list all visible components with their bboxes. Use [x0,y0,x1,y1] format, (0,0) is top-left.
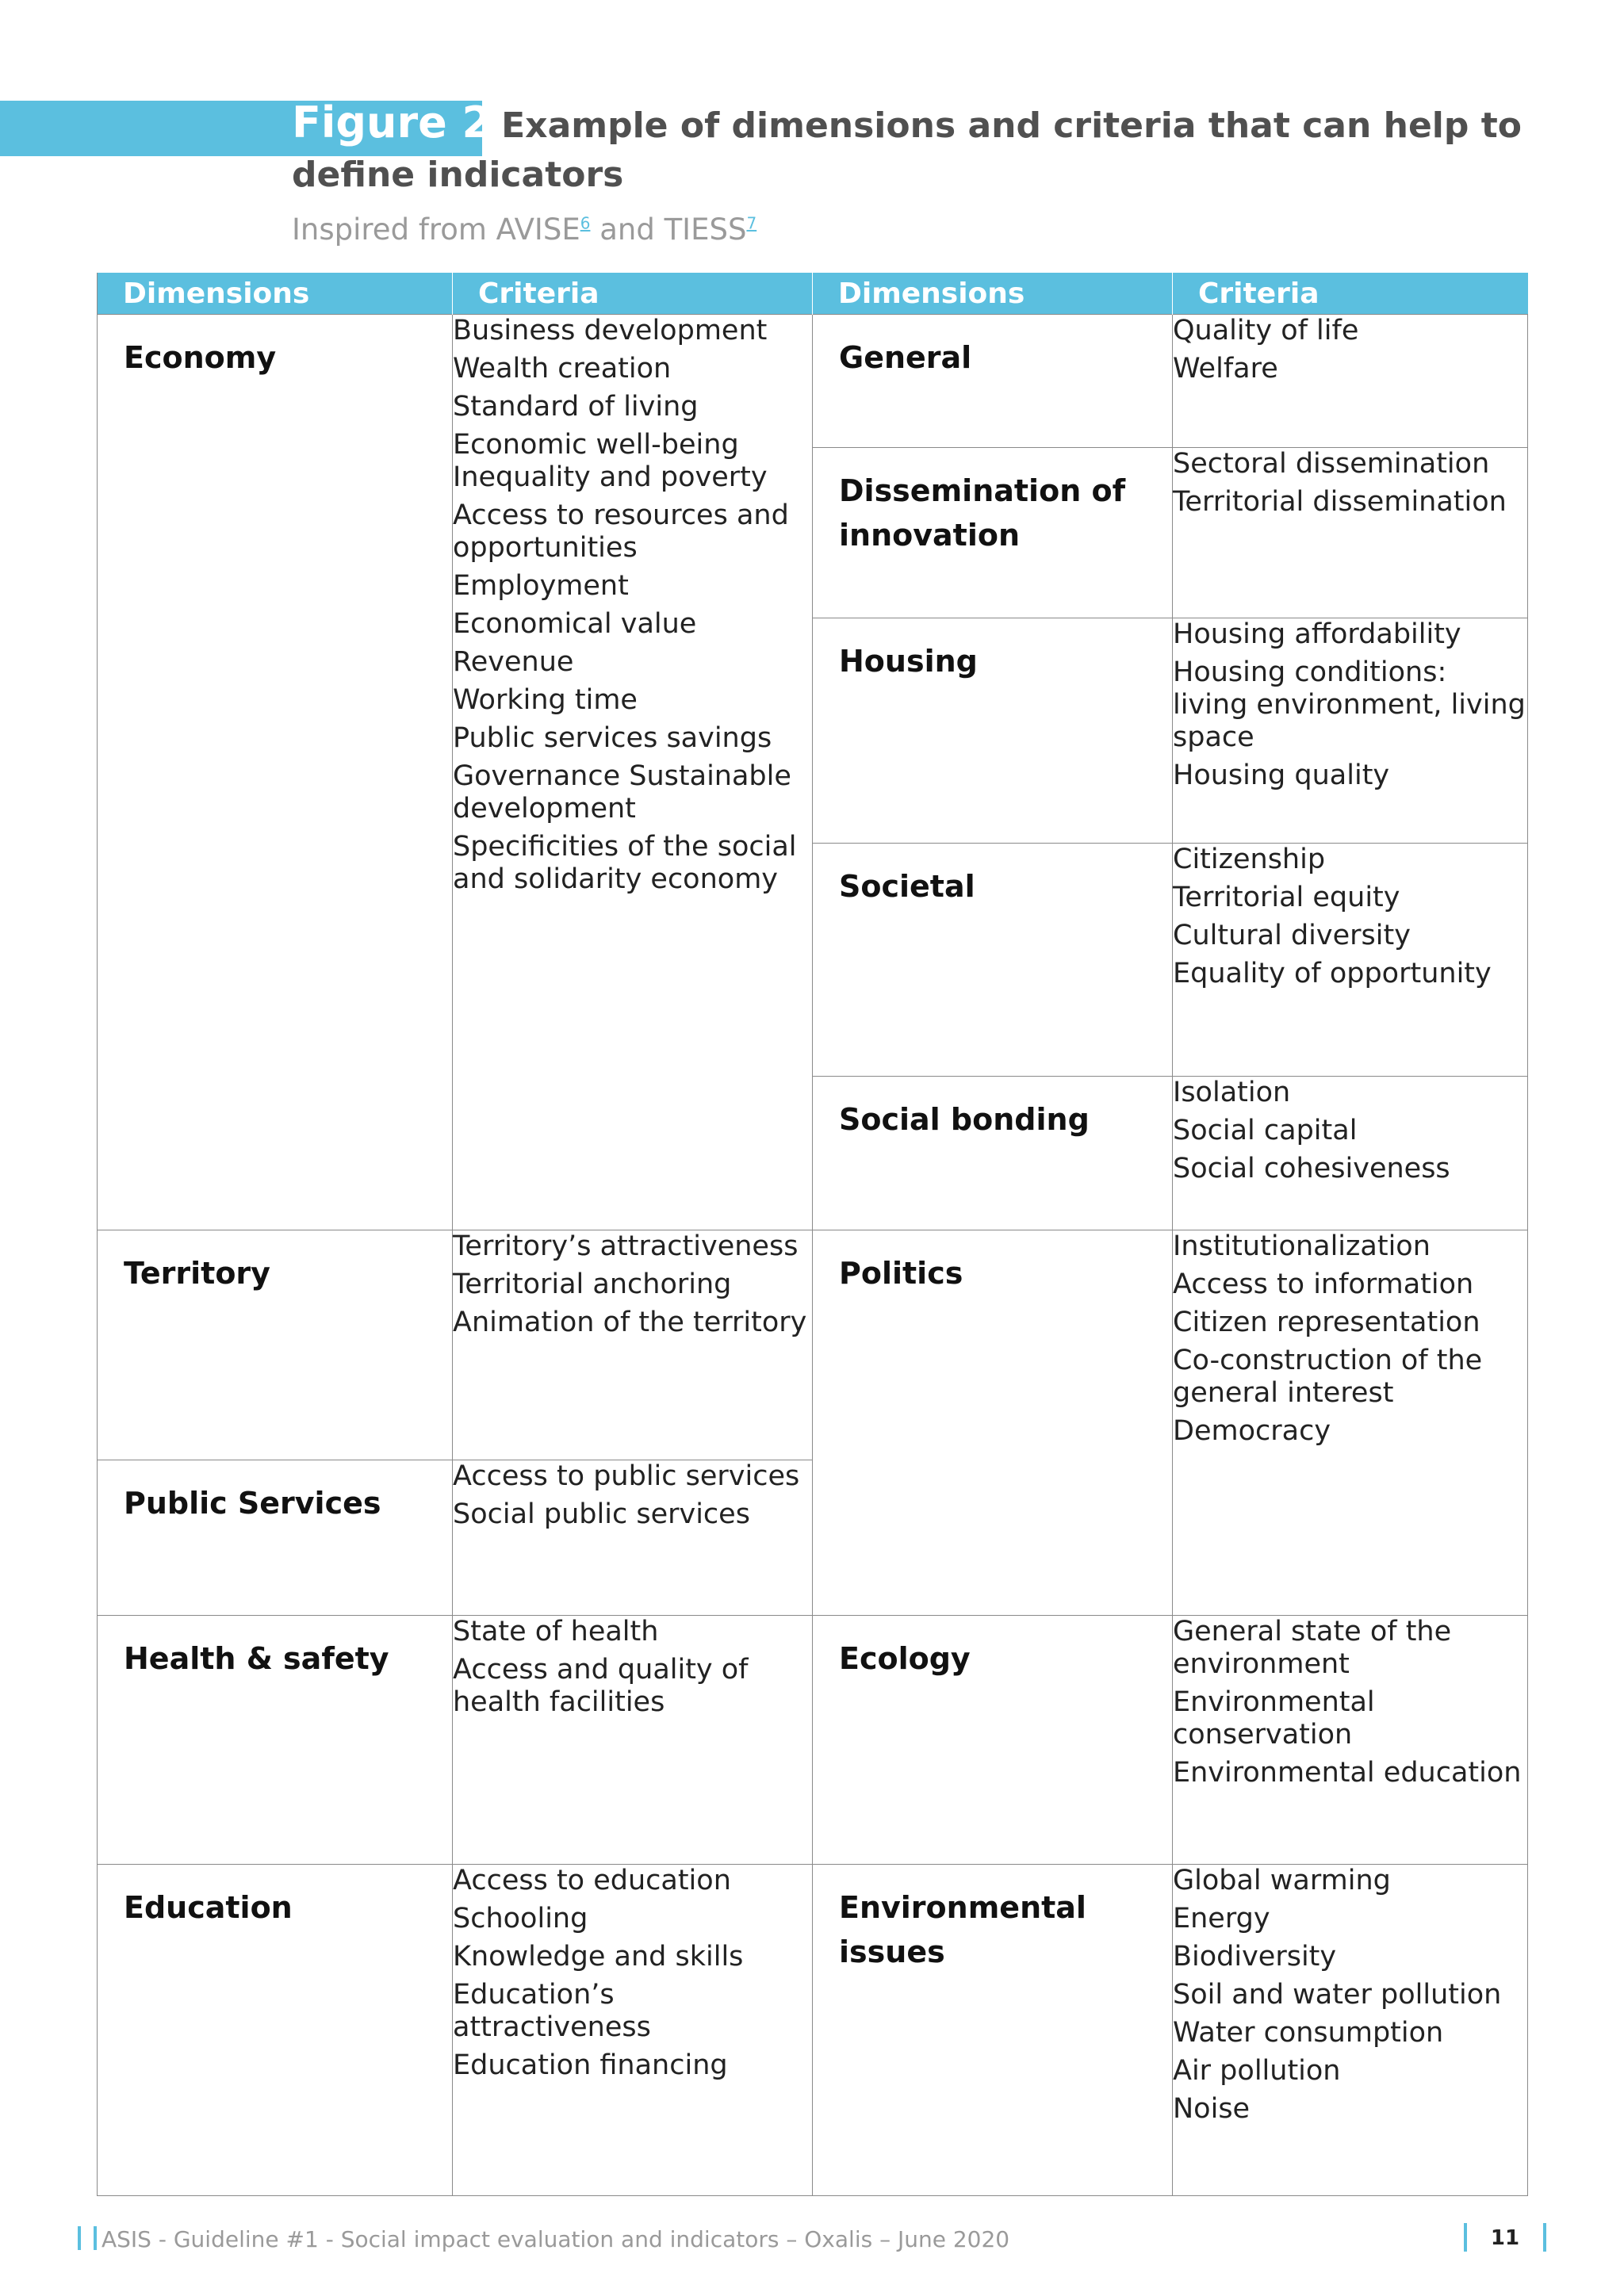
cell-criteria-public-services [453,1460,813,1616]
cell-criteria-politics [1173,1230,1528,1616]
header-criteria-left: Criteria [453,273,813,315]
cell-dimension [813,1865,1173,2196]
criterion: Energy [1173,1903,1270,1934]
dimension-social-bonding: Social bonding [839,1102,1090,1137]
criterion: Isolation [1173,1077,1291,1108]
figure-title [292,98,1561,200]
cell-dimension [813,844,1173,1077]
cell-criteria-territory [453,1230,813,1460]
dimension-education: Education [124,1890,293,1925]
cell-dimension [98,1460,453,1616]
criterion: Co-construction of the general interest [1173,1345,1483,1409]
dimension-dissemination: Dissemination of innovation [839,473,1126,553]
cell-dimension [98,1616,453,1865]
criterion: Education financing [453,2049,728,2081]
cell-criteria-health-safety [453,1616,813,1865]
criterion: Economic well-being Inequality and poverty [453,429,768,493]
criterion: Social cohesiveness [1173,1153,1450,1184]
dimension-general: General [839,340,972,375]
criterion: Welfare [1173,353,1278,385]
footer-text: ASIS - Guideline #1 - Social impact evaluation and indicators – Oxalis – June 2020 [102,2226,1010,2252]
header-dimensions-left: Dimensions [98,273,453,315]
criterion: General state of the environment [1173,1616,1452,1680]
dimension-health-safety: Health & safety [124,1641,389,1676]
cell-criteria-dissemination [1173,448,1528,618]
criterion: Housing conditions: living environment, living space [1173,656,1526,753]
page-number: 11 [1490,2226,1520,2250]
figure-subtitle [292,212,756,247]
criterion: Access and quality of health facilities [453,1654,749,1718]
cell-dimension [813,1230,1173,1616]
cell-dimension [813,315,1173,448]
criterion: Education’s attractiveness [453,1979,651,2043]
criterion: Access to resources and opportunities [453,499,789,564]
cell-dimension [98,1865,453,2196]
criterion: Schooling [453,1903,588,1934]
criterion: Air pollution [1173,2055,1341,2087]
criterion: Working time [453,684,638,716]
criterion: Economical value [453,608,697,640]
criterion: Quality of life [1173,315,1359,346]
criterion: Access to public services [453,1460,800,1492]
criterion: Social public services [453,1498,750,1530]
dimension-politics: Politics [839,1256,963,1291]
cell-criteria-general [1173,315,1528,448]
criterion: Democracy [1173,1415,1331,1447]
criterion: Territorial equity [1173,882,1400,913]
dimension-territory: Territory [124,1256,270,1291]
criterion: Biodiversity [1173,1941,1337,1973]
criterion: Sectoral dissemination [1173,448,1490,480]
cell-dimension [813,1077,1173,1230]
footer-divider-icon [78,2226,97,2250]
criterion: Governance Sustainable development [453,760,791,825]
page-number-box [1464,2223,1546,2252]
cell-criteria-societal [1173,844,1528,1077]
cell-criteria-economy [453,315,813,1230]
dimension-public-services: Public Services [124,1486,381,1521]
cell-criteria-housing [1173,618,1528,844]
criterion: Standard of living [453,391,699,423]
cell-criteria-ecology [1173,1616,1528,1865]
table-row [98,1616,1528,1865]
cell-dimension [813,1616,1173,1865]
criterion: Citizenship [1173,844,1326,875]
header-dimensions-right: Dimensions [813,273,1173,315]
subtitle-text-2: and TIESS [590,212,747,247]
table-row [98,315,1528,448]
criterion: Animation of the territory [453,1307,807,1338]
criterion: Environmental education [1173,1757,1522,1789]
criterion: Social capital [1173,1115,1358,1146]
criterion: Access to education [453,1865,731,1896]
cell-criteria-environmental-issues [1173,1865,1528,2196]
figure-title-text: Example of dimensions and criteria that can help to define indicators [292,105,1522,195]
criterion: Citizen representation [1173,1307,1480,1338]
criterion: Water consumption [1173,2017,1444,2049]
dimension-environmental-issues: Environmental issues [839,1890,1086,1969]
criterion: Territorial anchoring [453,1269,732,1300]
footnote-link-7[interactable]: 7 [746,213,757,233]
criterion: Knowledge and skills [453,1941,744,1973]
criterion: Wealth creation [453,353,672,385]
table-row [98,1865,1528,2196]
table-header-row [98,273,1528,315]
criterion: Cultural diversity [1173,920,1411,951]
dimension-housing: Housing [839,644,978,679]
dimension-societal: Societal [839,869,975,904]
criterion: Access to information [1173,1269,1474,1300]
criterion: Soil and water pollution [1173,1979,1502,2011]
header-criteria-right: Criteria [1173,273,1528,315]
criterion: State of health [453,1616,659,1647]
criterion: Public services savings [453,722,772,754]
criterion: Specificities of the social and solidarity economy [453,831,797,895]
criterion: Global warming [1173,1865,1391,1896]
criterion: Revenue [453,646,574,678]
dimensions-criteria-table [97,273,1528,2196]
criterion: Business development [453,315,768,346]
criterion: Environmental conservation [1173,1686,1375,1751]
cell-dimension [813,618,1173,844]
dimension-economy: Economy [124,340,277,375]
footnote-link-6[interactable]: 6 [580,213,591,233]
criterion: Territory’s attractiveness [453,1230,799,1262]
criterion: Employment [453,570,629,602]
cell-criteria-education [453,1865,813,2196]
criterion: Territorial dissemination [1173,486,1507,518]
cell-dimension [813,448,1173,618]
criterion: Housing affordability [1173,618,1461,650]
figure-label: Figure 2 [292,98,492,147]
table-row [98,1230,1528,1460]
subtitle-text: Inspired from AVISE [292,212,580,247]
criterion: Equality of opportunity [1173,958,1492,989]
cell-criteria-social-bonding [1173,1077,1528,1230]
criterion: Institutionalization [1173,1230,1431,1262]
criterion: Noise [1173,2093,1251,2125]
cell-dimension [98,315,453,1230]
cell-dimension [98,1230,453,1460]
dimension-ecology: Ecology [839,1641,971,1676]
criterion: Housing quality [1173,760,1390,791]
